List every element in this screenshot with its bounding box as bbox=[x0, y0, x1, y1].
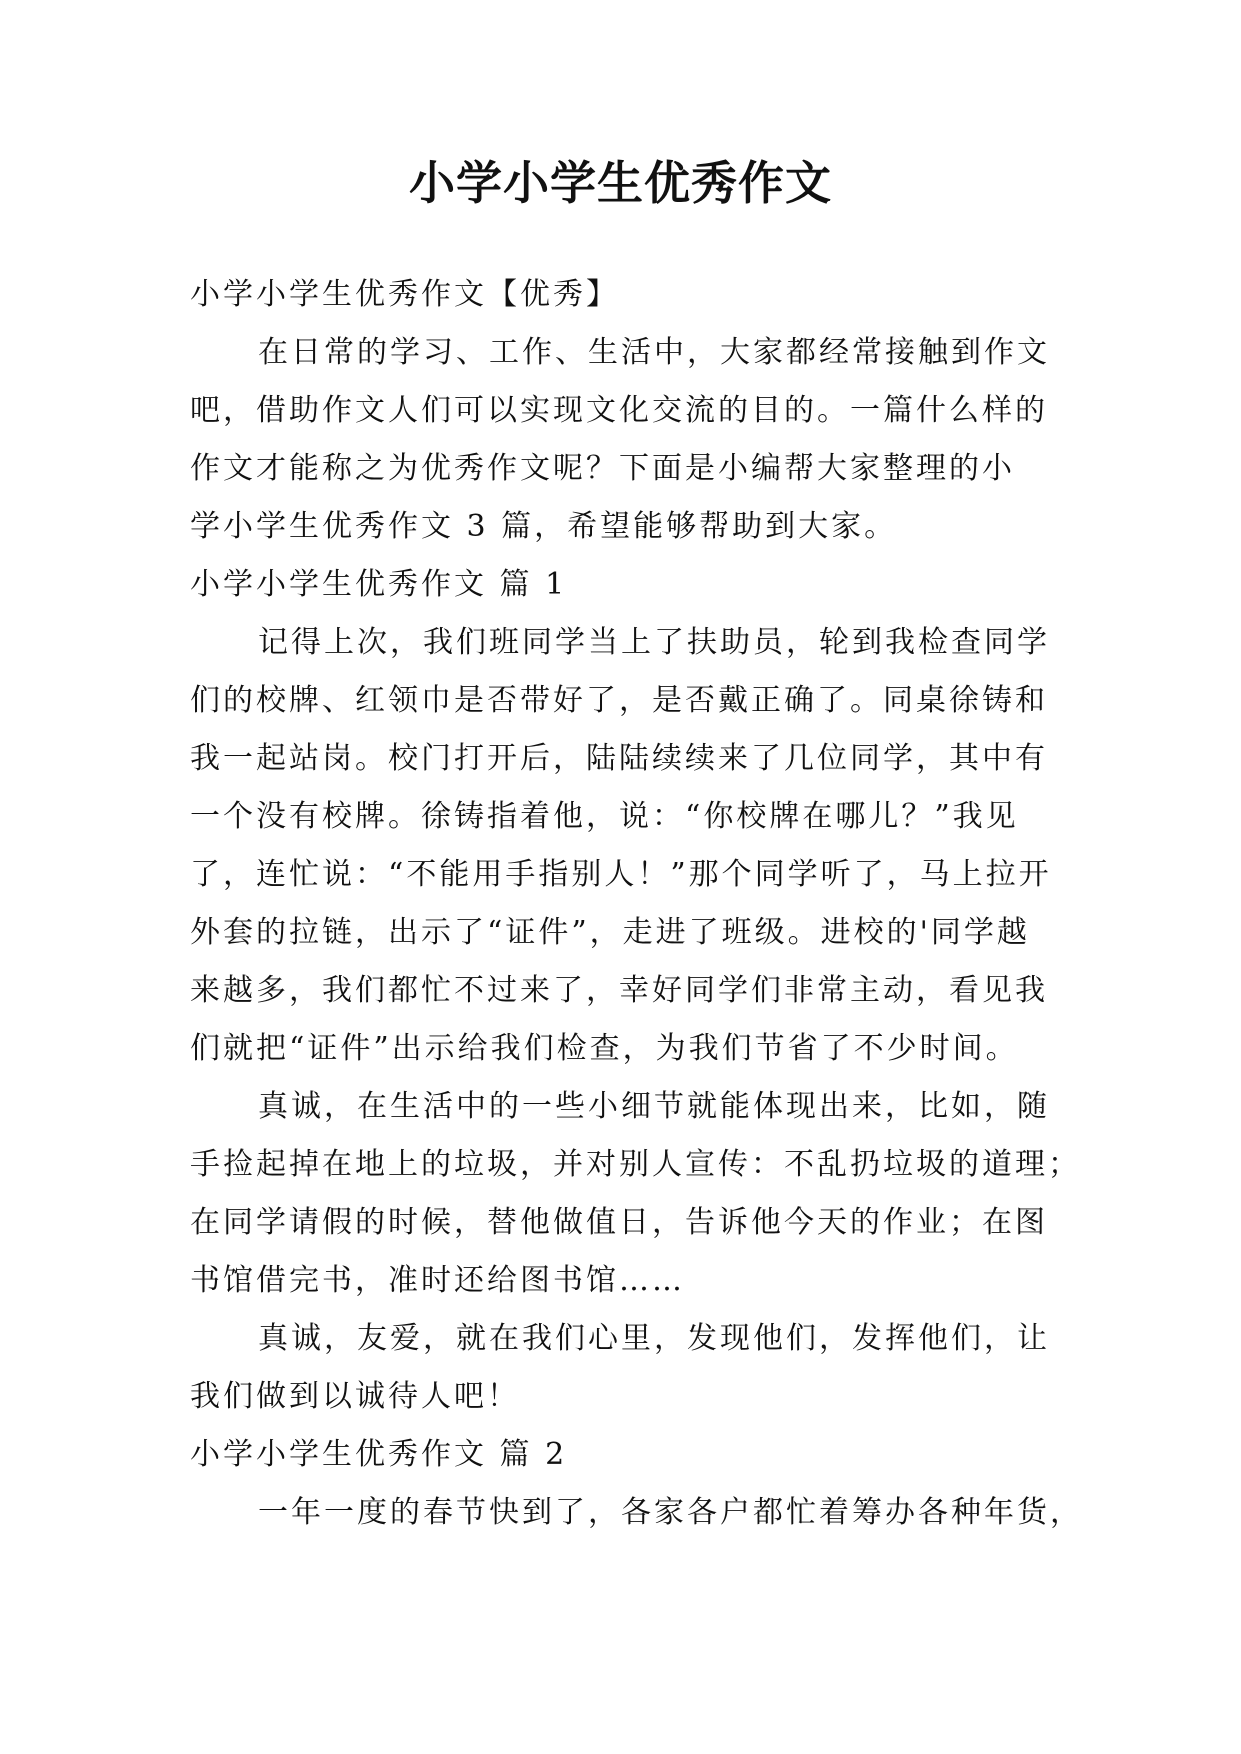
text-line: 们就把“证件”出示给我们检查，为我们节省了不少时间。 bbox=[190, 1031, 1019, 1066]
text-line: 吧，借助作文人们可以实现文化交流的目的。一篇什么样的 bbox=[190, 393, 1048, 428]
text-line: 书馆借完书，准时还给图书馆…… bbox=[190, 1263, 685, 1298]
text-line: 一年一度的春节快到了，各家各户都忙着筹办各种年货， bbox=[258, 1495, 1083, 1530]
text-line: 小学小学生优秀作文【优秀】 bbox=[190, 277, 619, 312]
text-line: 来越多，我们都忙不过来了，幸好同学们非常主动，看见我 bbox=[190, 973, 1048, 1008]
text-line: 们的校牌、红领巾是否带好了，是否戴正确了。同桌徐铸和 bbox=[190, 683, 1048, 718]
section-heading: 小学小学生优秀作文 篇 2 bbox=[190, 1437, 568, 1472]
text-line: 作文才能称之为优秀作文呢？下面是小编帮大家整理的小 bbox=[190, 451, 1015, 486]
text-line: 我们做到以诚待人吧！ bbox=[190, 1379, 520, 1414]
section-heading: 小学小学生优秀作文 篇 1 bbox=[190, 567, 568, 602]
text-line: 外套的拉链，出示了“证件”，走进了班级。进校的'同学越 bbox=[190, 915, 1030, 950]
text-line: 记得上次，我们班同学当上了扶助员，轮到我检查同学 bbox=[258, 625, 1050, 660]
text-line: 我一起站岗。校门打开后，陆陆续续来了几位同学，其中有 bbox=[190, 741, 1048, 776]
text-line: 在日常的学习、工作、生活中，大家都经常接触到作文 bbox=[258, 335, 1050, 370]
document-title: 小学小学生优秀作文 bbox=[409, 156, 832, 210]
text-line: 一个没有校牌。徐铸指着他，说：“你校牌在哪儿？”我见 bbox=[190, 799, 1019, 834]
text-line: 真诚，在生活中的一些小细节就能体现出来，比如，随 bbox=[258, 1089, 1050, 1124]
text-line: 在同学请假的时候，替他做值日，告诉他今天的作业；在图 bbox=[190, 1205, 1048, 1240]
text-line: 了，连忙说：“不能用手指别人！”那个同学听了，马上拉开 bbox=[190, 857, 1052, 892]
document-body bbox=[190, 266, 1083, 1542]
text-line: 学小学生优秀作文 3 篇，希望能够帮助到大家。 bbox=[190, 509, 898, 544]
text-line: 手捡起掉在地上的垃圾，并对别人宣传：不乱扔垃圾的道理； bbox=[190, 1147, 1081, 1182]
text-line: 真诚，友爱，就在我们心里，发现他们，发挥他们，让 bbox=[258, 1321, 1050, 1356]
